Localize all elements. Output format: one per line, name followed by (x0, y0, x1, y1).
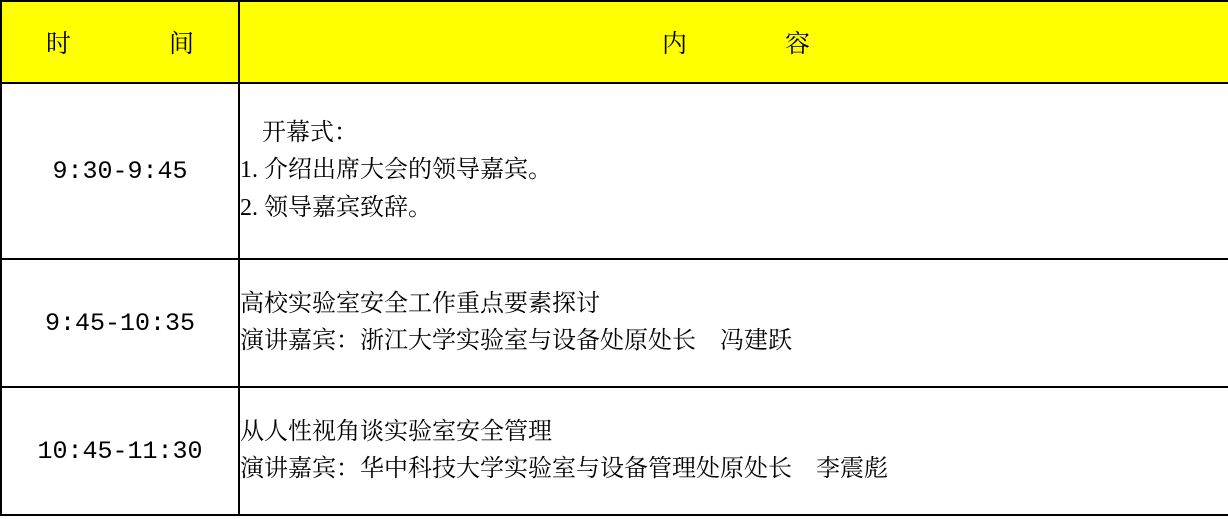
content-cell-1 (239, 83, 1228, 259)
content-line: 高校实验室安全工作重点要素探讨 (240, 290, 600, 317)
header-label-content: 内 容 (661, 31, 826, 58)
time-cell-1: 9:30-9:45 (1, 83, 239, 259)
table-header-row (1, 1, 1228, 83)
time-cell-2: 9:45-10:35 (1, 259, 239, 387)
content-cell-2 (239, 259, 1228, 387)
header-cell-content (239, 1, 1228, 83)
content-cell-3 (239, 387, 1228, 515)
content-line: 演讲嘉宾：华中科技大学实验室与设备管理处原处长 李震彪 (240, 456, 888, 482)
table-row (1, 387, 1228, 515)
time-cell-3: 10:45-11:30 (1, 387, 239, 515)
content-line: 从人性视角谈实验室安全管理 (240, 418, 552, 445)
table-row (1, 259, 1228, 387)
content-line: 1. 介绍出席大会的领导嘉宾。 (240, 157, 552, 184)
header-label-time: 时 间 (45, 31, 210, 58)
header-cell-time (1, 1, 239, 83)
table-row (1, 83, 1228, 259)
content-line: 开幕式： (262, 120, 358, 147)
content-line: 2. 领导嘉宾致辞。 (240, 194, 432, 221)
content-line: 演讲嘉宾：浙江大学实验室与设备处原处长 冯建跃 (240, 328, 792, 354)
